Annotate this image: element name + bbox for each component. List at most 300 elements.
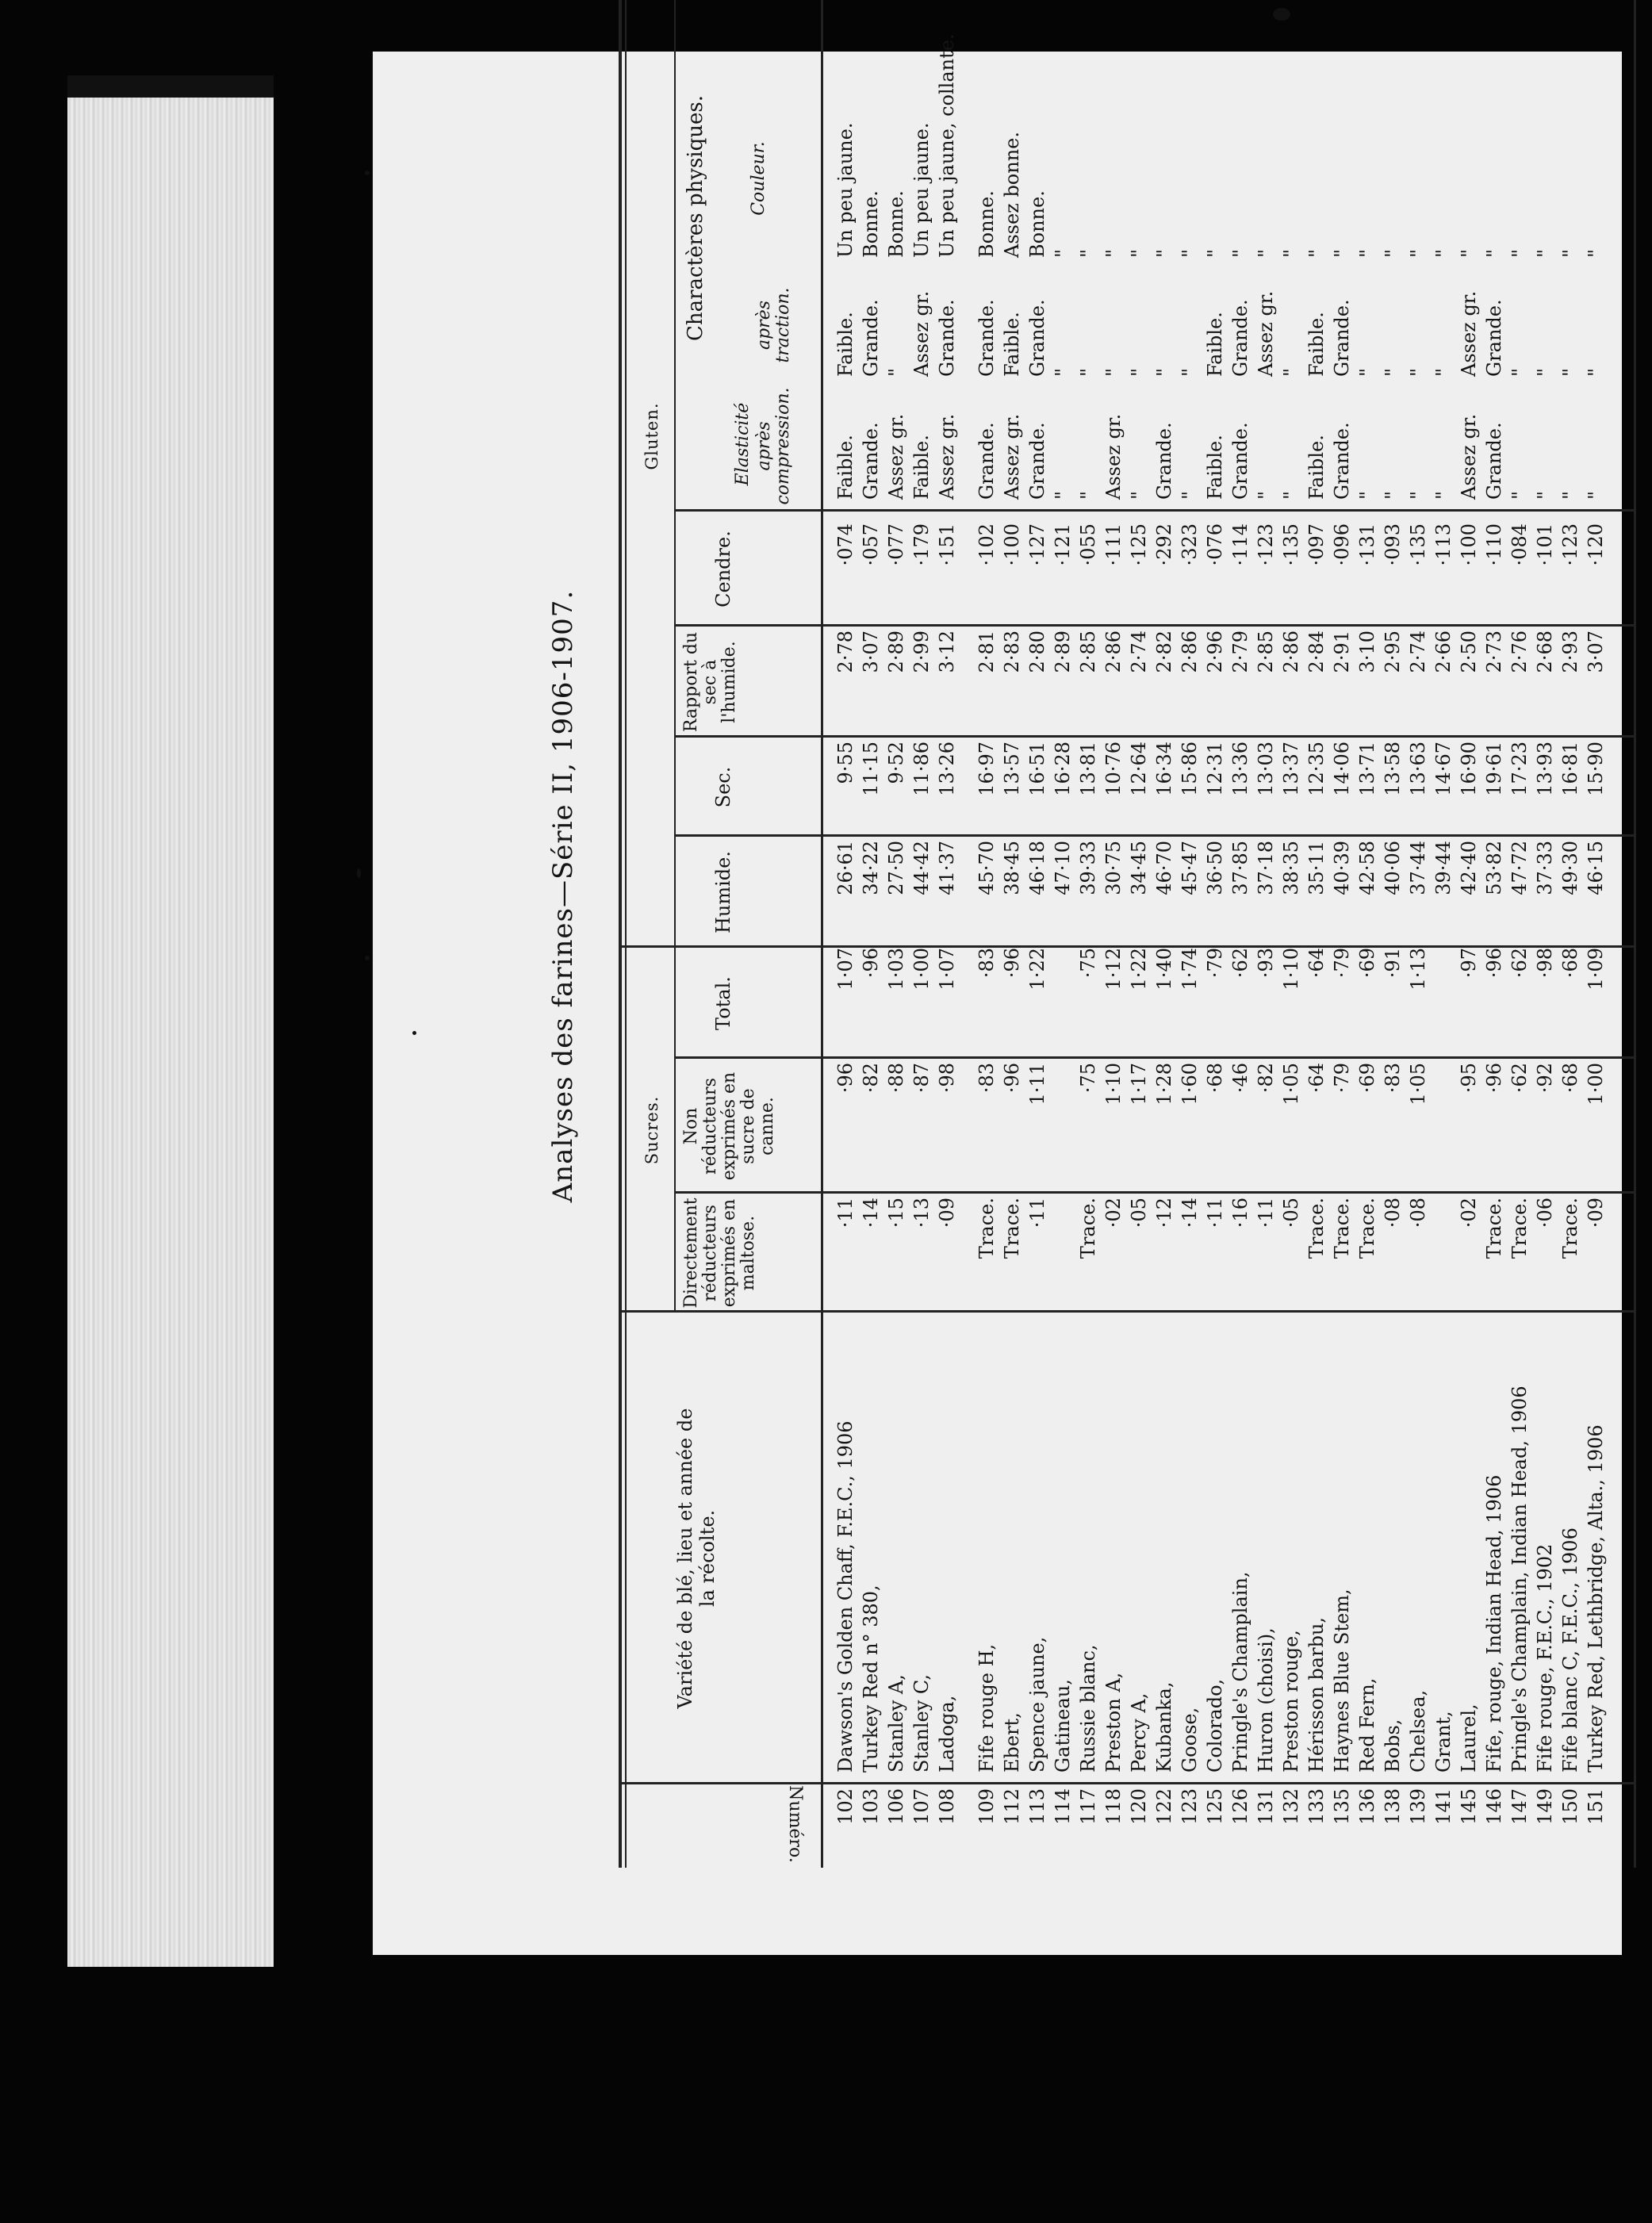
row-number: 126 — [1229, 1788, 1251, 1825]
row-cendre: ·100 — [1458, 523, 1480, 566]
header-gluten: Gluten. — [642, 402, 661, 470]
row-elasticite-traction: " — [1356, 367, 1378, 377]
row-sec: 16·90 — [1458, 742, 1480, 796]
row-elasticite-traction: " — [1153, 367, 1175, 377]
row-elasticite-compression: " — [1534, 490, 1556, 500]
row-rapport: 2·79 — [1229, 630, 1251, 673]
row-non-reducteurs: 1·10 — [1102, 1063, 1125, 1106]
row-cendre: ·120 — [1585, 523, 1607, 566]
row-rapport: 2·95 — [1382, 630, 1404, 673]
row-total: ·97 — [1458, 948, 1480, 979]
row-directement: ·08 — [1407, 1198, 1429, 1228]
row-rapport: 2·96 — [1204, 630, 1226, 673]
header-caracteres: Charactères physiques. — [684, 95, 707, 342]
row-sec: 9·55 — [834, 742, 857, 784]
table-row — [909, 0, 934, 1868]
table-row — [1532, 0, 1558, 1868]
row-directement: ·11 — [1255, 1198, 1277, 1228]
row-number: 139 — [1407, 1788, 1429, 1825]
row-variete: Bobs, — [1382, 1719, 1404, 1773]
row-humide: 45·70 — [975, 841, 998, 895]
row-total: ·96 — [1001, 948, 1023, 979]
row-humide: 42·40 — [1458, 841, 1480, 895]
row-couleur: " — [1102, 248, 1125, 258]
row-directement: ·11 — [834, 1198, 857, 1228]
row-number: 145 — [1458, 1788, 1480, 1825]
row-directement: ·05 — [1128, 1198, 1150, 1228]
row-directement: ·12 — [1153, 1198, 1175, 1228]
row-variete: Red Fern, — [1356, 1677, 1378, 1773]
row-number: 138 — [1382, 1788, 1404, 1825]
row-elasticite-traction: Assez gr. — [1255, 290, 1277, 377]
row-couleur: " — [1432, 248, 1455, 258]
row-rapport: 2·68 — [1534, 630, 1556, 673]
row-humide: 53·82 — [1483, 841, 1505, 895]
row-non-reducteurs: ·96 — [1001, 1063, 1023, 1094]
row-humide: 46·15 — [1585, 841, 1607, 895]
row-sec: 16·51 — [1026, 742, 1048, 796]
row-cendre: ·292 — [1153, 523, 1175, 566]
row-number: 150 — [1559, 1788, 1581, 1825]
row-couleur: " — [1356, 248, 1378, 258]
row-couleur: " — [1508, 248, 1531, 258]
row-total: ·62 — [1229, 948, 1251, 979]
row-elasticite-traction: Grande. — [936, 299, 958, 377]
row-sec: 13·03 — [1255, 742, 1277, 796]
row-cendre: ·123 — [1559, 523, 1581, 566]
row-total: 1·22 — [1128, 948, 1150, 991]
table-row — [1329, 0, 1355, 1868]
row-elasticite-compression: Grande. — [1153, 422, 1175, 500]
row-sec: 13·71 — [1356, 742, 1378, 796]
row-total: ·91 — [1382, 948, 1404, 979]
row-couleur: " — [1534, 248, 1556, 258]
row-variete: Stanley A, — [885, 1674, 907, 1773]
row-rapport: 3·07 — [1585, 630, 1607, 673]
row-variete: Turkey Red, Lethbridge, Alta., 1906 — [1585, 1424, 1607, 1773]
row-elasticite-compression: " — [1508, 490, 1531, 500]
row-cendre: ·113 — [1432, 523, 1455, 566]
row-total: ·96 — [860, 948, 882, 979]
row-variete: Chelsea, — [1407, 1689, 1429, 1773]
row-elasticite-compression: " — [1559, 490, 1581, 500]
row-sec: 16·34 — [1153, 742, 1175, 796]
row-sec: 13·37 — [1280, 742, 1302, 796]
header-apres-compression: après compression. — [754, 387, 793, 505]
row-directement: ·11 — [1026, 1198, 1048, 1228]
row-couleur: " — [1585, 248, 1607, 258]
row-non-reducteurs: 1·60 — [1179, 1063, 1201, 1106]
row-elasticite-traction: Faible. — [1305, 312, 1328, 377]
row-elasticite-compression: Assez gr. — [885, 413, 907, 500]
row-number: 141 — [1432, 1788, 1455, 1825]
row-directement: ·13 — [910, 1198, 933, 1228]
row-number: 146 — [1483, 1788, 1505, 1825]
row-cendre: ·057 — [860, 523, 882, 566]
row-couleur: Bonne. — [885, 190, 907, 258]
row-rapport: 3·10 — [1356, 630, 1378, 673]
row-elasticite-traction: Grande. — [1026, 299, 1048, 377]
row-elasticite-traction: " — [1179, 367, 1201, 377]
row-non-reducteurs: ·96 — [1483, 1063, 1505, 1094]
row-total: ·93 — [1255, 948, 1277, 979]
row-rapport: 2·50 — [1458, 630, 1480, 673]
row-sec: 13·26 — [936, 742, 958, 796]
row-number: 123 — [1179, 1788, 1201, 1825]
row-total: ·79 — [1204, 948, 1226, 979]
row-humide: 44·42 — [910, 841, 933, 895]
table-row — [1177, 0, 1202, 1868]
row-elasticite-compression: " — [1280, 490, 1302, 500]
row-cendre: ·151 — [936, 523, 958, 566]
row-humide: 34·45 — [1128, 841, 1150, 895]
row-humide: 46·70 — [1153, 841, 1175, 895]
row-total: 1·09 — [1585, 948, 1607, 991]
row-number: 131 — [1255, 1788, 1277, 1825]
row-elasticite-compression: " — [1356, 490, 1378, 500]
row-rapport: 2·73 — [1483, 630, 1505, 673]
row-cendre: ·074 — [834, 523, 857, 566]
table-top-rule — [619, 0, 622, 1868]
table-row — [1253, 0, 1278, 1868]
row-non-reducteurs: ·95 — [1458, 1063, 1480, 1094]
row-non-reducteurs: ·83 — [1382, 1063, 1404, 1094]
row-rapport: 2·85 — [1077, 630, 1099, 673]
row-elasticite-compression: Assez gr. — [1001, 413, 1023, 500]
row-cendre: ·135 — [1280, 523, 1302, 566]
row-cendre: ·110 — [1483, 523, 1505, 566]
row-variete: Ladoga, — [936, 1695, 958, 1773]
row-couleur: Un peu jaune, collante. — [936, 33, 958, 258]
row-sec: 15·90 — [1585, 742, 1607, 796]
row-sec: 15·86 — [1179, 742, 1201, 796]
table-row — [999, 0, 1025, 1868]
row-elasticite-compression: " — [1179, 490, 1201, 500]
row-total: 1·12 — [1102, 948, 1125, 991]
row-humide: 34·22 — [860, 841, 882, 895]
row-elasticite-compression: Assez gr. — [1102, 413, 1125, 500]
row-sec: 16·28 — [1052, 742, 1074, 796]
row-sec: 12·35 — [1305, 742, 1328, 796]
row-non-reducteurs: ·69 — [1356, 1063, 1378, 1094]
row-non-reducteurs: ·92 — [1534, 1063, 1556, 1094]
row-cendre: ·077 — [885, 523, 907, 566]
row-cendre: ·127 — [1026, 523, 1048, 566]
row-sec: 13·81 — [1077, 742, 1099, 796]
row-elasticite-compression: Faible. — [834, 435, 857, 500]
row-sec: 11·86 — [910, 742, 933, 796]
row-total: ·98 — [1534, 948, 1556, 979]
row-sec: 16·97 — [975, 742, 998, 796]
row-variete: Hérisson barbu, — [1305, 1616, 1328, 1773]
row-elasticite-traction: " — [1280, 367, 1302, 377]
row-couleur: Bonne. — [860, 190, 882, 258]
row-rapport: 3·07 — [860, 630, 882, 673]
row-rapport: 2·86 — [1179, 630, 1201, 673]
row-number: 122 — [1153, 1788, 1175, 1825]
row-cendre: ·084 — [1508, 523, 1531, 566]
row-directement: Trace. — [975, 1198, 998, 1259]
header-non-reducteurs: Non réducteurs exprimés en sucre de canne. — [681, 1071, 777, 1181]
row-rapport: 3·12 — [936, 630, 958, 673]
row-variete: Dawson's Golden Chaff, F.E.C., 1906 — [834, 1420, 857, 1773]
row-couleur: " — [1458, 248, 1480, 258]
row-number: 113 — [1026, 1788, 1048, 1825]
header-variete: Variété de blé, lieu et année de la récolte. — [674, 1408, 719, 1709]
row-non-reducteurs: ·83 — [975, 1063, 998, 1094]
row-total: 1·07 — [936, 948, 958, 991]
sucres-rule — [674, 948, 676, 1313]
scan-speck — [365, 171, 370, 175]
row-variete: Russie blanc, — [1077, 1644, 1099, 1773]
row-couleur: " — [1179, 248, 1201, 258]
row-rapport: 2·91 — [1331, 630, 1353, 673]
row-total: 1·74 — [1179, 948, 1201, 991]
row-elasticite-compression: Faible. — [910, 435, 933, 500]
row-couleur: Un peu jaune. — [910, 122, 933, 258]
row-elasticite-compression: " — [1585, 490, 1607, 500]
row-rapport: 2·78 — [834, 630, 857, 673]
header-rapport: Rapport du sec à l'humide. — [681, 631, 739, 733]
row-elasticite-traction: Grande. — [1331, 299, 1353, 377]
table-top-rule-thin — [625, 0, 627, 1868]
row-non-reducteurs: ·79 — [1331, 1063, 1353, 1094]
row-directement: ·14 — [860, 1198, 882, 1228]
row-elasticite-traction: " — [1052, 367, 1074, 377]
row-non-reducteurs: ·68 — [1559, 1063, 1581, 1094]
row-sec: 9·52 — [885, 742, 907, 784]
row-elasticite-traction: Grande. — [860, 299, 882, 377]
row-elasticite-compression: Faible. — [1305, 435, 1328, 500]
row-elasticite-compression: Grande. — [975, 422, 998, 500]
row-directement: ·11 — [1204, 1198, 1226, 1228]
row-total: ·62 — [1508, 948, 1531, 979]
row-couleur: " — [1305, 248, 1328, 258]
row-humide: 37·44 — [1407, 841, 1429, 895]
row-elasticite-traction: Grande. — [1483, 299, 1505, 377]
row-directement: ·08 — [1382, 1198, 1404, 1228]
row-humide: 46·18 — [1026, 841, 1048, 895]
table-row — [1304, 0, 1329, 1868]
table-row — [1583, 0, 1608, 1868]
row-elasticite-compression: Grande. — [1331, 422, 1353, 500]
row-elasticite-compression: " — [1382, 490, 1404, 500]
row-variete: Spence jaune, — [1026, 1636, 1048, 1773]
row-couleur: " — [1229, 248, 1251, 258]
row-non-reducteurs: ·98 — [936, 1063, 958, 1094]
row-elasticite-compression: " — [1128, 490, 1150, 500]
row-humide: 27·50 — [885, 841, 907, 895]
row-elasticite-traction: Faible. — [1001, 312, 1023, 377]
row-non-reducteurs: ·87 — [910, 1063, 933, 1094]
row-number: 117 — [1077, 1788, 1099, 1825]
table-row — [1025, 0, 1050, 1868]
row-variete: Fife rouge, F.E.C., 1902 — [1534, 1543, 1556, 1773]
rotated-table — [547, 0, 1652, 1868]
row-directement: ·14 — [1179, 1198, 1201, 1228]
row-sec: 12·64 — [1128, 742, 1150, 796]
row-variete: Gatineau, — [1052, 1679, 1074, 1773]
row-sec: 13·93 — [1534, 742, 1556, 796]
row-number: 136 — [1356, 1788, 1378, 1825]
row-non-reducteurs: ·64 — [1305, 1063, 1328, 1094]
row-number: 112 — [1001, 1788, 1023, 1825]
row-rapport: 2·74 — [1128, 630, 1150, 673]
row-directement: Trace. — [1001, 1198, 1023, 1259]
row-total: 1·40 — [1153, 948, 1175, 991]
row-elasticite-compression: " — [1255, 490, 1277, 500]
row-cendre: ·076 — [1204, 523, 1226, 566]
row-non-reducteurs: 1·11 — [1026, 1063, 1048, 1106]
row-couleur: " — [1077, 248, 1099, 258]
row-number: 151 — [1585, 1788, 1607, 1825]
row-total: ·68 — [1559, 948, 1581, 979]
row-directement: ·09 — [1585, 1198, 1607, 1228]
row-variete: Fife rouge H, — [975, 1643, 998, 1773]
row-elasticite-traction: Assez gr. — [1458, 290, 1480, 377]
row-cendre: ·131 — [1356, 523, 1378, 566]
row-humide: 39·44 — [1432, 841, 1455, 895]
header-humide: Humide. — [712, 851, 734, 934]
row-rapport: 2·89 — [885, 630, 907, 673]
header-apres-traction: après traction. — [754, 287, 793, 363]
row-cendre: ·102 — [975, 523, 998, 566]
row-elasticite-traction: " — [1508, 367, 1531, 377]
row-variete: Pringle's Champlain, Indian Head, 1906 — [1508, 1386, 1531, 1773]
row-couleur: " — [1331, 248, 1353, 258]
row-elasticite-compression: " — [1052, 490, 1074, 500]
row-number: 125 — [1204, 1788, 1226, 1825]
row-cendre: ·135 — [1407, 523, 1429, 566]
row-total: ·75 — [1077, 948, 1099, 979]
row-elasticite-traction: " — [1128, 367, 1150, 377]
table-row — [1355, 0, 1380, 1868]
row-couleur: " — [1559, 248, 1581, 258]
table-row — [1405, 0, 1431, 1868]
row-elasticite-traction: " — [885, 367, 907, 377]
row-elasticite-traction: " — [1407, 367, 1429, 377]
row-directement: Trace. — [1331, 1198, 1353, 1259]
row-variete: Ebert, — [1001, 1712, 1023, 1773]
row-couleur: Un peu jaune. — [834, 122, 857, 258]
table-row — [1152, 0, 1177, 1868]
row-elasticite-traction: Grande. — [975, 299, 998, 377]
row-directement: ·02 — [1458, 1198, 1480, 1228]
row-number: 149 — [1534, 1788, 1556, 1825]
row-variete: Fife blanc C, F.E.C., 1906 — [1559, 1527, 1581, 1773]
row-elasticite-traction: Faible. — [834, 312, 857, 377]
row-number: 103 — [860, 1788, 882, 1825]
row-elasticite-traction: " — [1432, 367, 1455, 377]
row-rapport: 2·81 — [975, 630, 998, 673]
row-elasticite-compression: " — [1077, 490, 1099, 500]
row-elasticite-traction: " — [1534, 367, 1556, 377]
row-sec: 13·57 — [1001, 742, 1023, 796]
row-variete: Huron (choisi), — [1255, 1627, 1277, 1773]
row-variete: Percy A, — [1128, 1692, 1150, 1773]
table-row — [974, 0, 999, 1868]
row-total: 1·22 — [1026, 948, 1048, 991]
row-couleur: " — [1128, 248, 1150, 258]
row-humide: 37·33 — [1534, 841, 1556, 895]
row-variete: Haynes Blue Stem, — [1331, 1589, 1353, 1773]
page-stack-edges — [67, 75, 274, 1967]
row-couleur: " — [1255, 248, 1277, 258]
row-non-reducteurs: ·46 — [1229, 1063, 1251, 1094]
row-cendre: ·096 — [1331, 523, 1353, 566]
row-number: 133 — [1305, 1788, 1328, 1825]
row-number: 135 — [1331, 1788, 1353, 1825]
row-non-reducteurs: ·96 — [834, 1063, 857, 1094]
row-couleur: " — [1407, 248, 1429, 258]
row-humide: 40·06 — [1382, 841, 1404, 895]
row-total: 1·10 — [1280, 948, 1302, 991]
scan-speck — [357, 868, 361, 878]
row-cendre: ·100 — [1001, 523, 1023, 566]
row-non-reducteurs: ·88 — [885, 1063, 907, 1094]
header-cendre: Cendre. — [712, 531, 734, 607]
row-number: 109 — [975, 1788, 998, 1825]
row-cendre: ·121 — [1052, 523, 1074, 566]
row-rapport: 2·83 — [1001, 630, 1023, 673]
row-couleur: " — [1483, 248, 1505, 258]
header-numero: Numéro. — [785, 1785, 805, 1863]
page-stack-shadow — [67, 75, 274, 98]
row-directement: ·02 — [1102, 1198, 1125, 1228]
row-total: ·79 — [1331, 948, 1353, 979]
row-number: 132 — [1280, 1788, 1302, 1825]
row-cendre: ·111 — [1102, 523, 1125, 566]
row-humide: 45·47 — [1179, 841, 1201, 895]
table-row — [833, 0, 858, 1868]
row-elasticite-compression: Grande. — [1026, 422, 1048, 500]
table-row — [883, 0, 909, 1868]
row-humide: 40·39 — [1331, 841, 1353, 895]
row-directement: ·06 — [1534, 1198, 1556, 1228]
row-humide: 47·72 — [1508, 841, 1531, 895]
row-elasticite-compression: Faible. — [1204, 435, 1226, 500]
row-humide: 47·10 — [1052, 841, 1074, 895]
row-rapport: 2·82 — [1153, 630, 1175, 673]
row-directement: ·05 — [1280, 1198, 1302, 1228]
row-directement: Trace. — [1508, 1198, 1531, 1259]
row-couleur: " — [1153, 248, 1175, 258]
row-total: 1·03 — [885, 948, 907, 991]
row-humide: 26·61 — [834, 841, 857, 895]
row-couleur: Assez bonne. — [1001, 132, 1023, 258]
row-directement: Trace. — [1483, 1198, 1505, 1259]
table-row — [1558, 0, 1583, 1868]
row-couleur: " — [1382, 248, 1404, 258]
row-elasticite-traction: " — [1382, 367, 1404, 377]
table-row — [858, 0, 883, 1868]
table-row — [1481, 0, 1507, 1868]
table-row — [1126, 0, 1152, 1868]
row-rapport: 2·84 — [1305, 630, 1328, 673]
row-number: 120 — [1128, 1788, 1150, 1825]
table-bottom-rule — [1634, 0, 1636, 1868]
row-elasticite-traction: " — [1077, 367, 1099, 377]
row-elasticite-compression: Grande. — [1229, 422, 1251, 500]
row-sec: 13·36 — [1229, 742, 1251, 796]
row-couleur: " — [1052, 248, 1074, 258]
row-non-reducteurs: ·82 — [1255, 1063, 1277, 1094]
header-sec: Sec. — [712, 766, 734, 808]
row-non-reducteurs: 1·28 — [1153, 1063, 1175, 1106]
row-cendre: ·123 — [1255, 523, 1277, 566]
row-elasticite-compression: Grande. — [860, 422, 882, 500]
header-couleur: Couleur. — [749, 141, 769, 216]
